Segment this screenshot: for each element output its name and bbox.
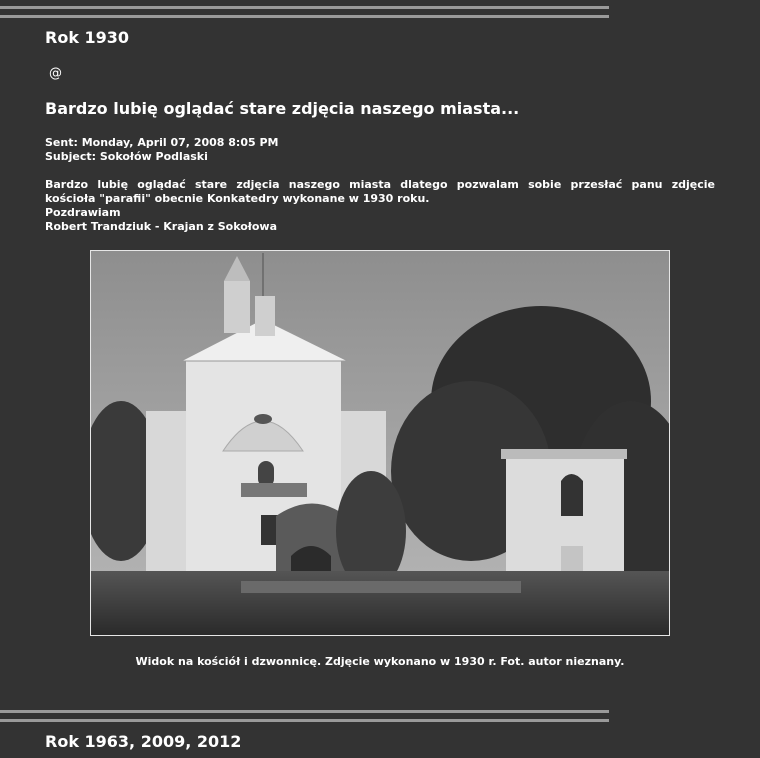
email-greeting: Pozdrawiam [45,206,121,219]
top-divider-line [0,6,609,9]
church-photo-illustration [91,251,669,635]
email-meta [45,136,278,164]
church-photo [90,250,670,636]
email-body-line-1: Bardzo lubię oglądać stare zdjęcia naszego miasta dlatego pozwalam sobie przesłać panu zdjęcie [45,178,715,191]
email-body [45,178,715,234]
bottom-divider-line-2 [0,719,609,722]
at-symbol: @ [49,66,62,81]
top-divider-line-2 [0,15,609,18]
email-subject-line: Subject: Sokołów Podlaski [45,150,208,163]
post-headline: Bardzo lubię oglądać stare zdjęcia naszego miasta... [45,99,520,118]
section-title-1930: Rok 1930 [45,28,130,47]
bottom-divider-line [0,710,609,713]
section-title-1963-2009-2012: Rok 1963, 2009, 2012 [45,732,242,751]
email-sent-line: Sent: Monday, April 07, 2008 8:05 PM [45,136,279,149]
email-body-line-2: kościoła "parafii" obecnie Konkatedry wykonane w 1930 roku. [45,192,430,205]
email-signature: Robert Trandziuk - Krajan z Sokołowa [45,220,278,233]
photo-caption: Widok na kościół i dzwonnicę. Zdjęcie wykonano w 1930 r. Fot. autor nieznany. [135,655,625,668]
belfry [501,449,627,586]
